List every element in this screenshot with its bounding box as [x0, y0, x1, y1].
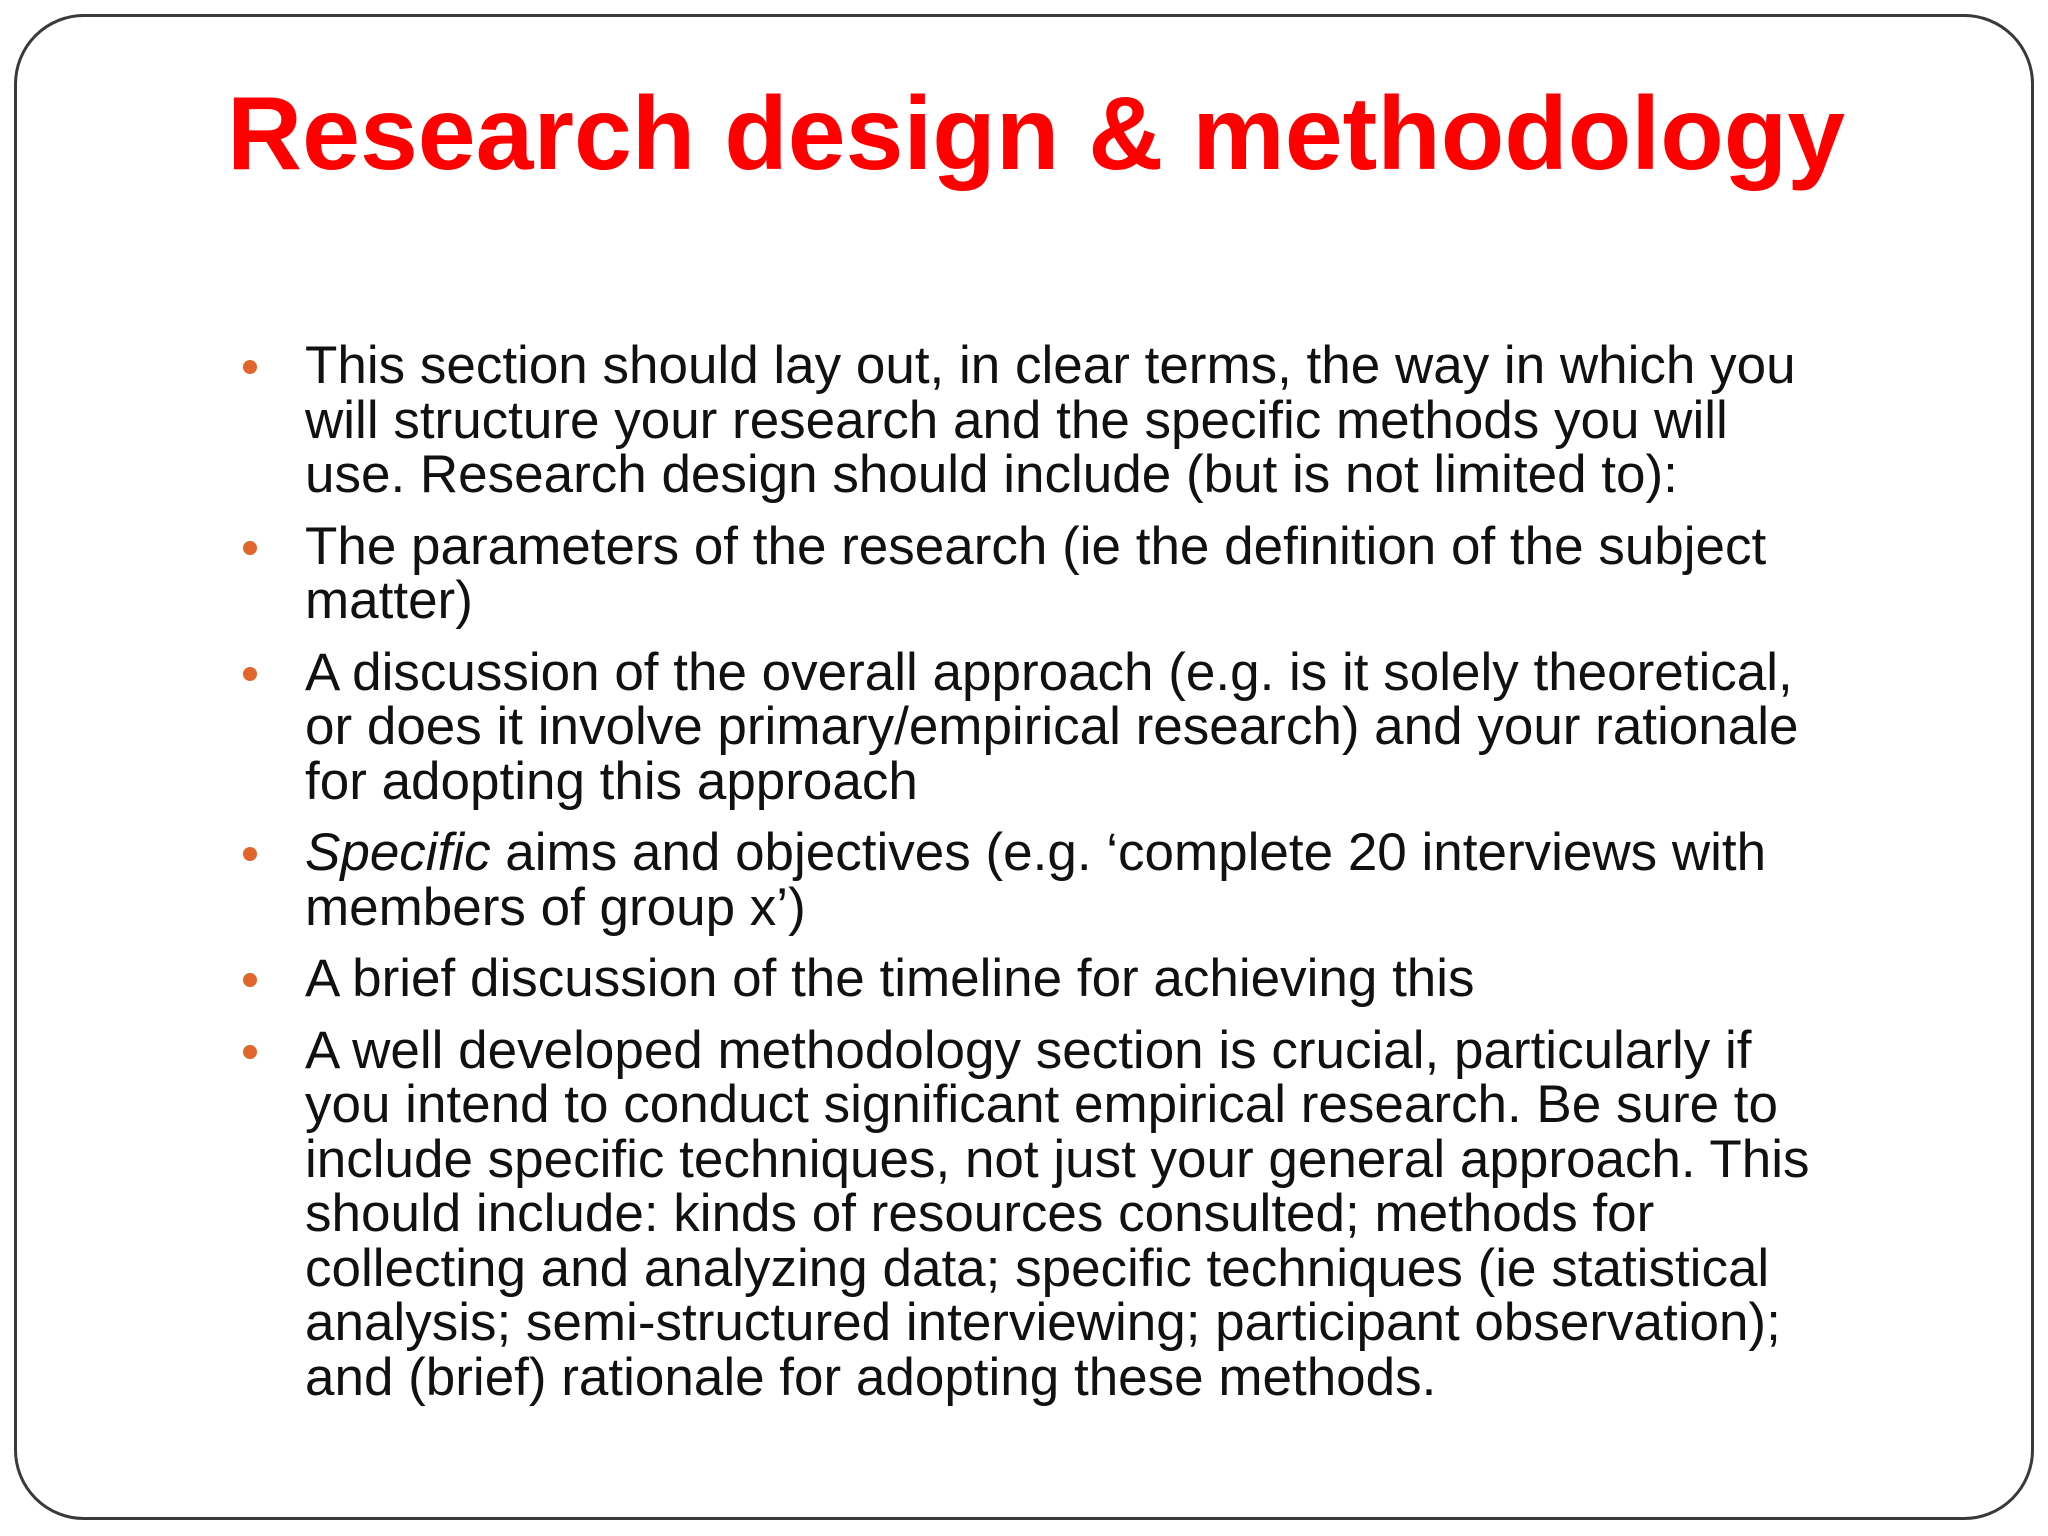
bullet-line: you intend to conduct significant empirical research. Be sure to	[305, 1075, 1779, 1134]
bullet-line: should include: kinds of resources consulted; methods for	[305, 1184, 1655, 1243]
bullet-line: for adopting this approach	[305, 751, 918, 811]
bullet-line: and (brief) rationale for adopting these methods.	[305, 1347, 1437, 1407]
bullet-line	[305, 823, 1933, 882]
bullet-item	[233, 949, 1933, 1008]
bullet-line: use. Research design should include (but is not limited to):	[305, 445, 1678, 504]
bullet-line: A discussion of the overall approach (e.g. is it solely theoretical,	[305, 642, 1793, 702]
bullet-line-rest: aims and objectives (e.g. ‘complete 20 interviews with	[490, 823, 1767, 882]
bullet-dot-icon	[243, 973, 257, 987]
bullet-line: This section should lay out, in clear terms, the way in which you	[305, 336, 1796, 395]
italic-emphasis: Specific	[305, 823, 491, 882]
bullet-line: include specific techniques, not just your general approach. This	[305, 1129, 1810, 1189]
bullet-line: analysis; semi-structured interviewing; participant observation);	[305, 1293, 1781, 1352]
bullet-dot-icon	[243, 541, 257, 555]
slide-title: Research design & methodology	[227, 76, 1846, 192]
bullet-line: A well developed methodology section is crucial, particularly if	[305, 1020, 1752, 1080]
bullet-dot-icon	[243, 360, 257, 374]
bullet-dot-icon	[243, 667, 257, 681]
bullet-item	[233, 336, 1933, 504]
bullet-item	[233, 642, 1933, 811]
bullet-list	[233, 336, 1933, 1422]
bullet-line: will structure your research and the specific methods you will	[305, 390, 1728, 450]
bullet-line: matter)	[305, 571, 473, 630]
bullet-line: members of group x’)	[305, 877, 806, 937]
bullet-item	[233, 823, 1933, 937]
bullet-dot-icon	[243, 847, 257, 861]
bullet-line: A brief discussion of the timeline for achieving this	[305, 949, 1475, 1008]
bullet-line: The parameters of the research (ie the definition of the subject	[305, 516, 1767, 576]
bullet-dot-icon	[243, 1045, 257, 1059]
bullet-item	[233, 1020, 1933, 1407]
slide	[14, 14, 2034, 1520]
bullet-line: collecting and analyzing data; specific techniques (ie statistical	[305, 1238, 1770, 1298]
bullet-item	[233, 516, 1933, 630]
bullet-line: or does it involve primary/empirical research) and your rationale	[305, 697, 1799, 756]
